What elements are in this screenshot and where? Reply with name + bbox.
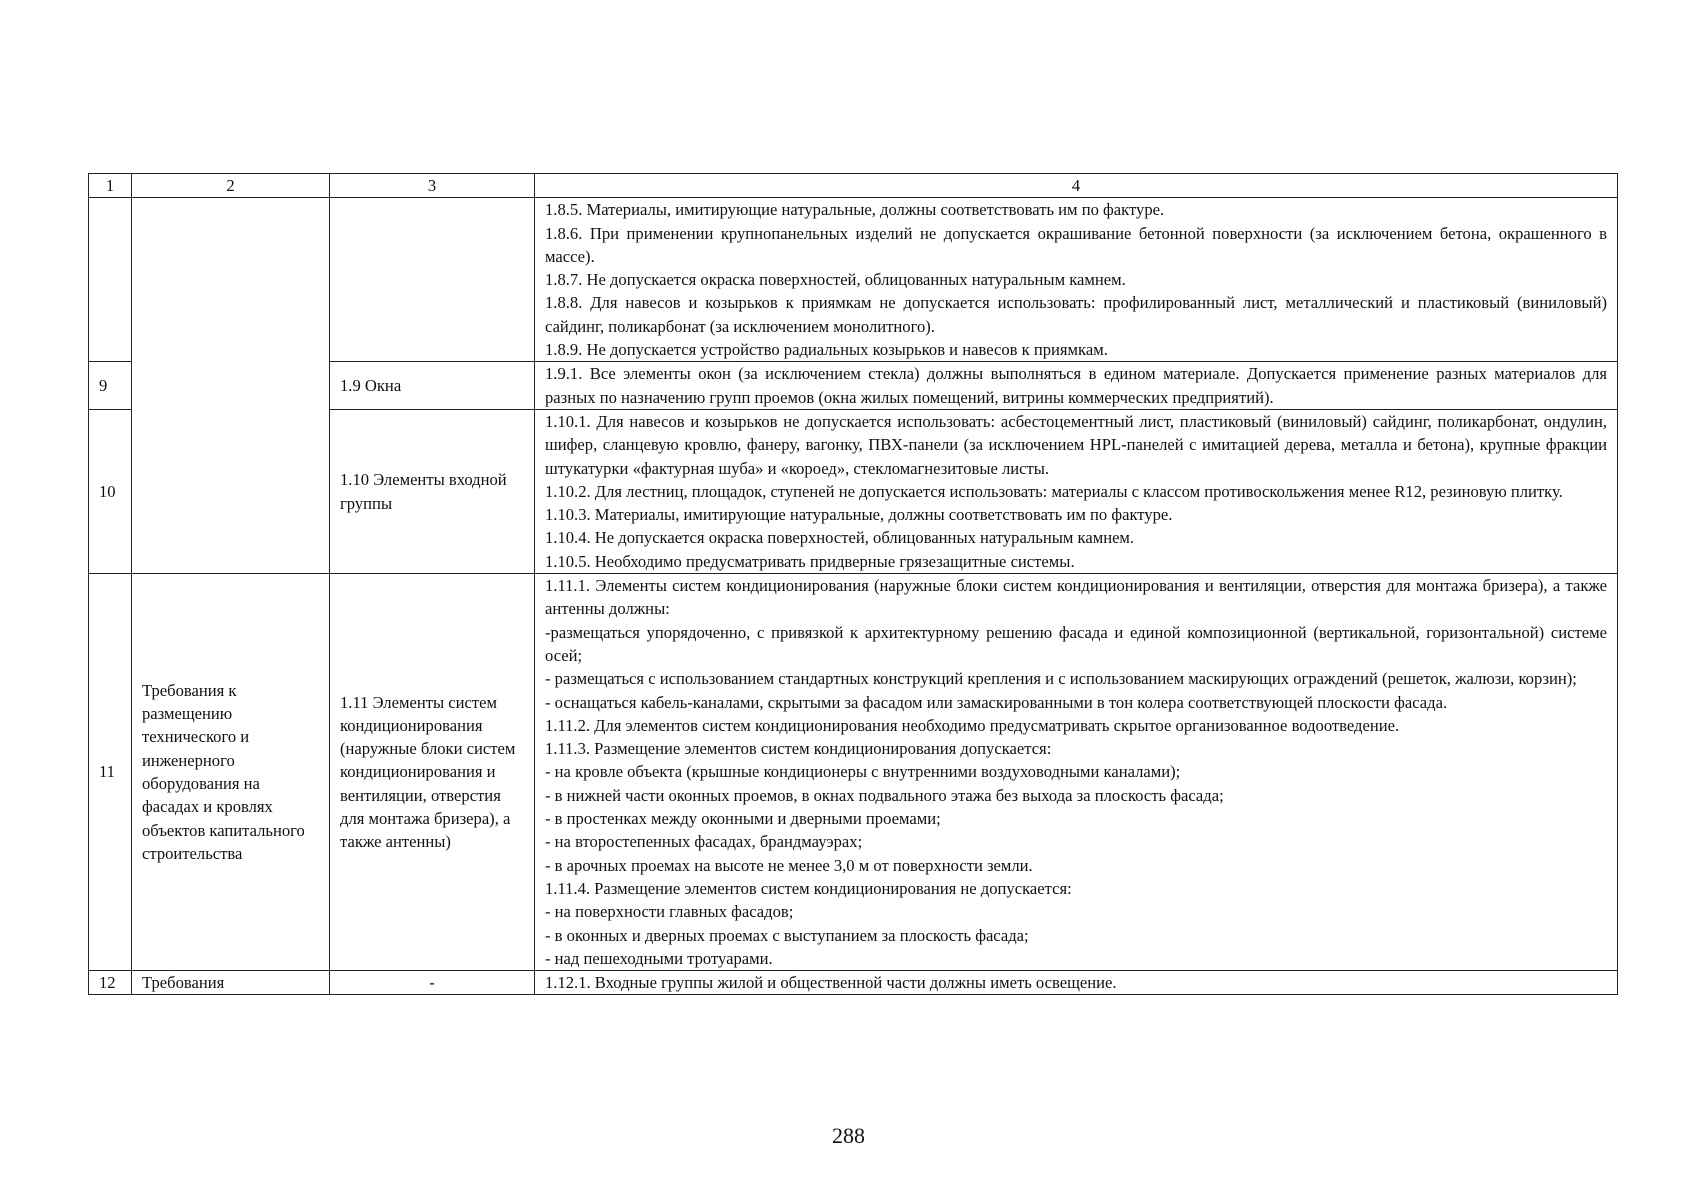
row-number: 10: [89, 409, 132, 573]
paragraph: 1.8.7. Не допускается окраска поверхностей, облицованных натуральным камнем.: [545, 270, 1126, 290]
header-cell-4: 4: [535, 174, 1618, 198]
paragraph: -размещаться упорядоченно, с привязкой к архитектурному решению фасада и единой композиционной (вертикальной, горизонтальной) системе осей;: [545, 622, 1607, 665]
paragraph: - в нижней части оконных проемов, в окнах подвального этажа без выхода за плоскость фасада;: [545, 785, 1224, 805]
paragraph: 1.11.1. Элементы систем кондиционирования (наружные блоки систем кондиционирования и вентиляции, отверстия для монтажа бризера), а также антенны должны:: [545, 576, 1607, 619]
paragraph: 1.10.2. Для лестниц, площадок, ступеней не допускается использовать: материалы с классом противоскольжения менее R12, резиновую плитку.: [545, 481, 1563, 501]
paragraph: - на кровле объекта (крышные кондиционеры с внутренними воздуховодными каналами);: [545, 762, 1181, 782]
row-number: 11: [89, 574, 132, 971]
paragraph: 1.11.3. Размещение элементов систем кондиционирования допускается:: [545, 739, 1052, 759]
paragraph: 1.8.5. Материалы, имитирующие натуральные, должны соответствовать им по фактуре.: [545, 200, 1165, 220]
row-number: 9: [89, 362, 132, 410]
paragraph: - на поверхности главных фасадов;: [545, 902, 794, 922]
paragraph: 1.12.1. Входные группы жилой и общественной части должны иметь освещение.: [545, 973, 1117, 993]
regulation-table: [88, 173, 1618, 995]
section-cell: [330, 198, 535, 362]
content-cell: [535, 971, 1618, 995]
section-cell: 1.10 Элементы входной группы: [330, 409, 535, 573]
section-cell: 1.11 Элементы систем кондиционирования (наружные блоки систем кондиционирования и вентиляции, отверстия для монтажа бризера), а также антенны): [330, 574, 535, 971]
paragraph: 1.10.3. Материалы, имитирующие натуральные, должны соответствовать им по фактуре.: [545, 505, 1173, 525]
paragraph: - размещаться с использованием стандартных конструкций крепления и с использованием маскирующих ограждений (решеток, жалюзи, корзин);: [545, 669, 1577, 689]
paragraph: - над пешеходными тротуарами.: [545, 948, 773, 968]
paragraph: - оснащаться кабель-каналами, скрытыми за фасадом или замаскированными в тон колера соответствующей плоскости фасада.: [545, 692, 1448, 712]
requirement-cell: Требования к размещению технического и инженерного оборудования на фасадах и кровлях объектов капитального строительства: [132, 574, 330, 971]
table-row: [89, 971, 1618, 995]
paragraph: 1.8.9. Не допускается устройство радиальных козырьков и навесов к приямкам.: [545, 340, 1108, 360]
requirement-cell: Требования: [132, 971, 330, 995]
paragraph: - в арочных проемах на высоте не менее 3,0 м от поверхности земли.: [545, 855, 1033, 875]
paragraph: - на второстепенных фасадах, брандмауэрах;: [545, 832, 863, 852]
requirement-cell-merged: [132, 198, 330, 574]
paragraph: 1.10.5. Необходимо предусматривать придверные грязезащитные системы.: [545, 551, 1075, 571]
paragraph: 1.11.4. Размещение элементов систем кондиционирования не допускается:: [545, 878, 1072, 898]
paragraph: 1.9.1. Все элементы окон (за исключением стекла) должны выполняться в едином материале. Допускается применение разных материалов для разных по назначению групп проемов (окна жилых помещений, витрины коммерческих предприятий).: [545, 364, 1607, 407]
header-cell-3: 3: [330, 174, 535, 198]
paragraph: 1.10.1. Для навесов и козырьков не допускается использовать: асбестоцементный лист, пластиковый (виниловый) сайдинг, поликарбонат, ондулин, шифер, сланцевую кровлю, фанеру, вагонку, ПВХ-панели (за исключением HPL-панелей с имитацией дерева, металла и бетона), крупные фракции штукатурки «фактурная шуба» и «короед», стекломагнезитовые листы.: [545, 411, 1607, 478]
paragraph: 1.8.8. Для навесов и козырьков к приямкам не допускается использовать: профилированный лист, металлический и пластиковый (виниловый) сайдинг, поликарбонат (за исключением монолитного).: [545, 293, 1607, 336]
content-cell: [535, 198, 1618, 362]
content-cell: [535, 574, 1618, 971]
paragraph: - в оконных и дверных проемах с выступанием за плоскость фасада;: [545, 925, 1029, 945]
row-number: 12: [89, 971, 132, 995]
paragraph: 1.11.2. Для элементов систем кондиционирования необходимо предусматривать скрытое организованное водоотведение.: [545, 715, 1400, 735]
paragraph: 1.10.4. Не допускается окраска поверхностей, облицованных натуральным камнем.: [545, 528, 1135, 548]
content-cell: [535, 362, 1618, 410]
paragraph: - в простенках между оконными и дверными проемами;: [545, 809, 941, 829]
header-cell-1: 1: [89, 174, 132, 198]
table-row: [89, 574, 1618, 971]
row-number: [89, 198, 132, 362]
section-cell: -: [330, 971, 535, 995]
regulation-table-page: [88, 173, 1618, 995]
section-cell: 1.9 Окна: [330, 362, 535, 410]
table-row: [89, 198, 1618, 362]
header-cell-2: 2: [132, 174, 330, 198]
content-cell: [535, 409, 1618, 573]
paragraph: 1.8.6. При применении крупнопанельных изделий не допускается окрашивание бетонной поверхности (за исключением бетона, окрашенного в массе).: [545, 223, 1607, 266]
table-header-row: [89, 174, 1618, 198]
page-number: 288: [832, 1123, 865, 1148]
